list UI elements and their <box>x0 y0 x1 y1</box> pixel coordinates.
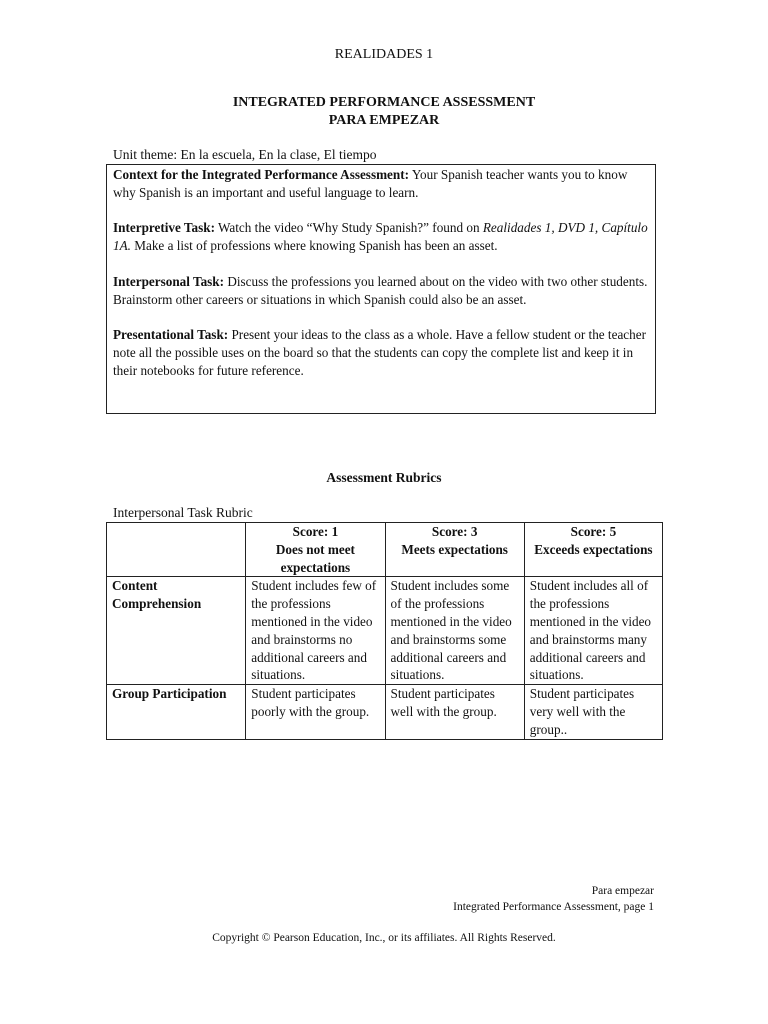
table-row <box>107 685 663 739</box>
task-description-box <box>106 164 656 414</box>
interpersonal-text: Discuss the professions you learned about on the video with two other students. Brainstorm other careers or situations in which Spanish could also be an asset. <box>113 273 648 307</box>
assessment-title-line2: PARA EMPEZAR <box>328 113 440 128</box>
score-1-value: Score: 1 <box>292 524 339 539</box>
interpretive-text-after: Make a list of professions where knowing Spanish has been an asset. <box>130 238 498 254</box>
score-1-desc: Does not meet expectations <box>275 541 355 575</box>
rubric-header-row <box>107 523 663 577</box>
score-3-desc: Meets expectations <box>401 541 508 557</box>
table-row <box>107 577 663 685</box>
score-3-value: Score: 3 <box>431 524 478 539</box>
interpersonal-label: Interpersonal Task: <box>113 273 225 289</box>
rubric-header-empty <box>107 523 246 577</box>
rubric-header-score-3 <box>385 523 524 577</box>
score-5-desc: Exceeds expectations <box>534 541 653 557</box>
rubric-table <box>106 522 663 740</box>
context-text: Your Spanish teacher wants you to know why Spanish is an important and useful language to learn. <box>113 167 628 200</box>
presentational-text: Present your ideas to the class as a whole. Have a fellow student or the teacher note all the possible uses on the board so that the students can copy the complete list and keep it in their notebooks for future reference. <box>113 327 646 378</box>
criterion-content-comprehension: Content Comprehension <box>107 577 246 685</box>
rubric-cell: Student participates well with the group. <box>385 685 524 739</box>
assessment-title-line1: INTEGRATED PERFORMANCE ASSESSMENT <box>232 95 536 110</box>
page-footer <box>453 883 654 915</box>
rubric-header-score-1 <box>246 523 385 577</box>
footer-unit: Para empezar <box>591 885 654 897</box>
footer-page: Integrated Performance Assessment, page 1 <box>453 901 654 913</box>
rubric-cell: Student includes some of the professions mentioned in the video and brainstorms some additional careers and situations. <box>385 577 524 685</box>
rubric-cell: Student includes all of the professions mentioned in the video and brainstorms many additional careers and situations. <box>524 577 662 685</box>
score-5-value: Score: 5 <box>570 524 617 539</box>
book-title: REALIDADES 1 <box>334 47 434 62</box>
assessment-title <box>0 94 768 130</box>
interpretive-paragraph <box>113 219 649 255</box>
context-paragraph <box>113 166 649 202</box>
presentational-paragraph <box>113 326 649 379</box>
interpersonal-paragraph <box>113 273 649 309</box>
rubric-cell: Student includes few of the professions mentioned in the video and brainstorms no additional careers and situations. <box>246 577 385 685</box>
rubric-cell: Student participates very well with the group.. <box>524 685 662 739</box>
context-label: Context for the Integrated Performance Assessment: <box>113 167 410 182</box>
unit-theme: Unit theme: En la escuela, En la clase, El tiempo <box>113 147 377 162</box>
rubric-header-score-5 <box>524 523 662 577</box>
copyright-notice: Copyright © Pearson Education, Inc., or its affiliates. All Rights Reserved. <box>212 932 556 944</box>
criterion-group-participation: Group Participation <box>107 685 246 739</box>
interpretive-label: Interpretive Task: <box>113 220 215 236</box>
rubrics-title: Assessment Rubrics <box>326 470 442 485</box>
interpretive-text-italic: Realidades 1, DVD 1, Capítulo 1A. <box>113 220 648 254</box>
rubric-label: Interpersonal Task Rubric <box>113 505 253 520</box>
interpretive-text-before: Watch the video “Why Study Spanish?” found on <box>214 220 483 236</box>
presentational-label: Presentational Task: <box>113 327 229 343</box>
rubric-cell: Student participates poorly with the group. <box>246 685 385 739</box>
